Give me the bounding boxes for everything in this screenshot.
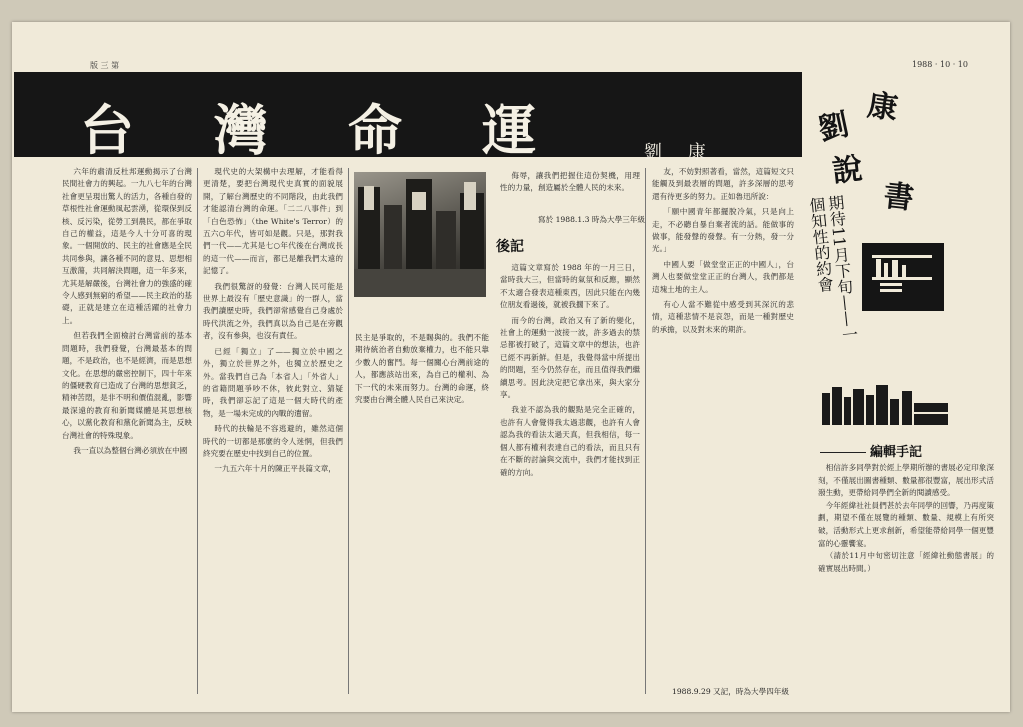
paragraph: 「願中國青年都擺脫冷氣，只是向上走，不必聽自暴自棄者流的話。能做事的做事，能發聲的發聲。有一分熱，發一分光。」 xyxy=(652,207,794,254)
paragraph: 這篇文章寫於 1988 年的一月三日，當時我大三，但當時的氣氛和反應，顯然不太適合發表這種東西，因此只能在內幾位朋友看過後，就被我擱下來了。 xyxy=(500,263,640,310)
column-divider xyxy=(197,168,198,694)
paragraph: 我並不認為我的觀點是完全正確的，也許有人會覺得我太過悲觀，也許有人會認為我的看法太過天真，但我相信，每一個人都有權利表達自己的看法，而且只有在不斷的討論與交流中，我們才能找到正確的方向。 xyxy=(500,405,640,477)
paragraph: 我們很驚訝的發覺：台灣人民可能是世界上最沒有「歷史意識」的一群人，當我們讀歷史時，我們卻常感覺自己身處於時代洪流之外，我們真以為自己是在旁觀者，沒有參與，也沒有責任。 xyxy=(203,281,343,341)
sidebar-title-char: 書 xyxy=(881,178,916,217)
paragraph: 友，不妨對照著看，當然，這篇短文只能觸及到最表層的問題，許多深層的思考還有待更多的努力。正如魯迅所說： xyxy=(652,167,794,201)
column-divider xyxy=(645,168,646,694)
postscript-date: 1988.9.29 又記，時為大學四年級 xyxy=(672,687,789,696)
paragraph: 但若我們全面檢討台灣當前的基本問題時，我們發覺，台灣最基本的問題，不是政治，也不是經濟，而是思想文化。在思想的嚴密控制下，四十年來的僵硬教育已造成了台灣的思想貧乏，精神苦悶，是非不明和價值混亂，影響最深遠的教育和新聞媒體是其思想核心，以黨化教育和黨化新聞為主，反映台灣社會的特殊現象。 xyxy=(62,331,192,440)
paragraph: 中國人要「做堂堂正正的中國人」，台灣人也要做堂堂正正的台灣人，我們都是這塊土地的主人。 xyxy=(652,259,794,294)
editor-notes-body xyxy=(818,462,994,704)
title-char: 運 xyxy=(482,98,540,162)
paragraph: 侮辱，讓我們把握住這份契機，用理性的力量，創造屬於全體人民的未來。 xyxy=(500,171,640,193)
paragraph: 已經「獨立」了——獨立於中國之外，獨立於世界之外，也獨立於歷史之外。當我們自己為「本省人」「外省人」的省籍問題爭吵不休，彼此對立、猜疑時，我們卻忘記了這是一個大時代的產物，是一場未完成的內戰的遺留。 xyxy=(203,346,343,418)
paragraph: 現代史的大架構中去理解，才能看得更清楚，要把台灣現代史真實的面貌展開，了解台灣歷史的不同階段，由此我們才能認清台灣的命運。「二二八事件」到「白色恐怖」（the White's Terror）的五六○年代，皆可如是觀。只是，那對我們一代——尤其是七○年代後在台灣成長的這一代——而言，都已是離我們太遠的記憶了。 xyxy=(203,167,343,276)
title-char: 命 xyxy=(348,98,406,162)
paragraph: 相信許多同學對於經上學期所辦的書展必定印象深刻，不僅展出圖書種類、數量都很豐富，展出形式活潑生動，更帶給同學們全新的閱讀感受。 xyxy=(818,463,994,498)
paragraph: 今年經緯社社員們甚於去年同學的回響，乃再度策劃，期望不僅在展覽的種類、數量、規模上有所突破，活動形式上更求創新，希望能帶給同學一個更豐富的心靈饗宴。 xyxy=(818,500,994,548)
paragraph: 而今的台灣，政治又有了新的變化，社會上的運動一波接一波，許多過去的禁忌都被打破了，這篇文章中的想法，也許已經不再新鮮。但是，我覺得當中所提出的問題，至今仍然存在，而且值得我們繼續思考。因此決定把它拿出來，與大家分享。 xyxy=(500,315,640,400)
sidebar-tagline: 期待11月下旬——一個知性的約會 xyxy=(806,193,860,344)
heading-rule xyxy=(820,452,866,453)
title-char: 台 xyxy=(80,98,138,162)
article-column-2 xyxy=(203,166,343,694)
paragraph: 六年的肅清反杜邦運動揭示了台灣民間社會力的興起。一九八七年的台灣社會更呈現出驚人的活力，各種自發的草根性社會運動風起雲湧，從環保到反核、反污染，從勞工到農民，都在爭取自己的權益，這是今人十分可喜的現象。一個開放的、民主的社會應是全民共同參與，讓各種不同的意見、思想相互激蕩，共同解決問題，這一年多來，尤其是解嚴後，台灣社會力的強盛的確令人感到無窮的希望——民主政治的基礎，正就是建立在這種活躍的社會力上。 xyxy=(62,167,192,325)
article-column-3-end xyxy=(500,170,640,210)
pull-quote: 民主是爭取的，不是賜與的。我們不能期待統治者自動放棄權力，也不能只靠少數人的奮鬥。每一個關心台灣前途的人，都應該站出來，為自己的權利、為下一代的未來而努力。台灣的命運，終究要由台灣全體人民自己來決定。 xyxy=(355,333,489,405)
books-row-icon xyxy=(820,383,950,425)
article-author: 劉 康 xyxy=(644,142,716,163)
paragraph: 一九五六年十月的陳正平長篇文章， xyxy=(214,464,336,474)
editor-notes-heading: 編輯手記 xyxy=(870,445,923,460)
sidebar-title-char: 劉 xyxy=(815,107,853,148)
article-column-4 xyxy=(652,166,794,671)
title-char: 灣 xyxy=(214,98,272,162)
sidebar-title-char: 康 xyxy=(865,88,900,127)
paragraph: 時代的扶輪是不容逃避的，雖然這個時代的一切都是那麼的令人迷惘，但我們終究要在歷史中找到自己的位置。 xyxy=(203,424,343,458)
bookshelf-icon xyxy=(862,243,944,311)
sidebar-title-char: 說 xyxy=(830,151,865,190)
street-protest-photo xyxy=(354,172,486,297)
paragraph: 有心人當不難從中感受到其深沉的悲情，這種悲情不是哀怨，而是一種對歷史的承擔，以及對未來的期許。 xyxy=(652,300,794,334)
article-column-1 xyxy=(62,166,192,694)
writing-date: 寫於 1988.1.3 時為大學三年級 xyxy=(538,215,645,224)
article-title xyxy=(80,88,540,165)
paragraph: （請於11月中旬密切注意「經緯社動態書展」的確實展出時間。） xyxy=(818,551,994,573)
page-number-label: 版 三 第 xyxy=(90,61,120,70)
postscript-heading: 後記 xyxy=(496,239,524,255)
paragraph: 我一直以為整個台灣必須放在中國 xyxy=(73,445,188,455)
page-date: 1988 · 10 · 10 xyxy=(912,60,968,69)
article-column-3 xyxy=(500,262,640,694)
column-divider xyxy=(348,168,349,694)
